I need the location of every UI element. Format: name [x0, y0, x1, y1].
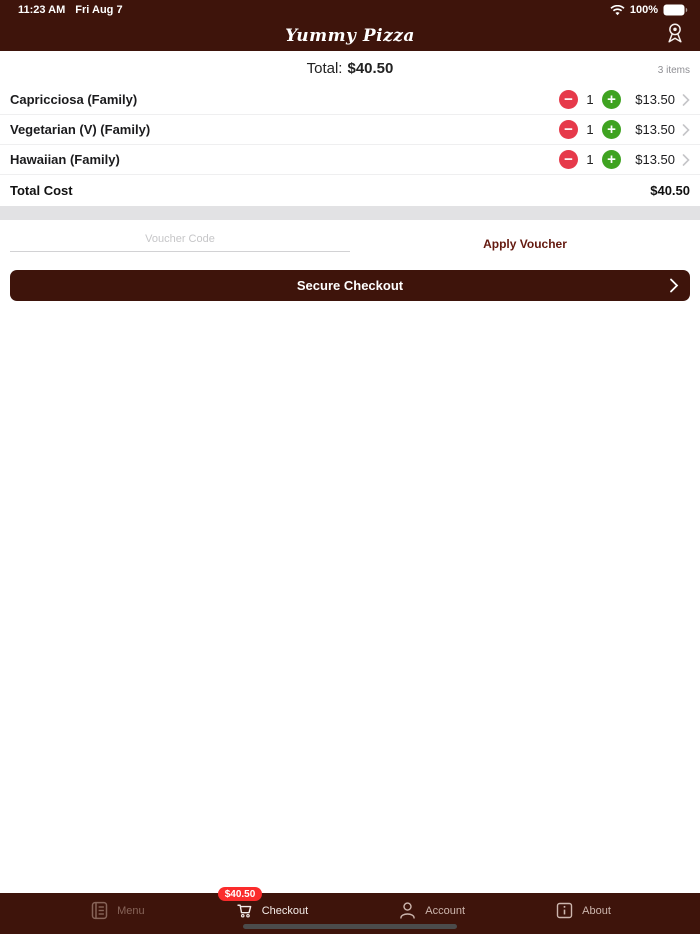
chevron-right-icon: [669, 278, 679, 293]
tab-account[interactable]: [397, 900, 465, 921]
chevron-right-icon[interactable]: [682, 154, 690, 166]
quantity-stepper: [559, 90, 621, 109]
info-icon: [554, 900, 575, 921]
order-summary: [0, 51, 700, 85]
increase-button[interactable]: +: [602, 90, 621, 109]
tab-checkout[interactable]: [224, 888, 309, 921]
total-cost-row: [0, 175, 700, 206]
tab-account-label: Account: [425, 904, 466, 917]
home-indicator[interactable]: [243, 924, 457, 929]
status-left: [18, 4, 123, 16]
apply-voucher-button[interactable]: Apply Voucher: [483, 237, 567, 251]
total-label: Total:: [306, 59, 343, 77]
tab-bar: [0, 888, 700, 934]
decrease-button[interactable]: −: [559, 150, 578, 169]
status-bar: [0, 0, 700, 20]
items-count: 3 items: [657, 65, 690, 76]
clock: 11:23 AM: [18, 4, 66, 16]
cart-icon: [224, 888, 256, 921]
decrease-button[interactable]: −: [559, 90, 578, 109]
quantity-stepper: [559, 120, 621, 139]
top-chrome: [0, 0, 700, 51]
voucher-section: [0, 220, 700, 262]
tab-about-label: About: [582, 904, 611, 917]
cart-row[interactable]: [0, 145, 700, 175]
tab-menu[interactable]: [89, 900, 145, 921]
quantity-stepper: [559, 150, 621, 169]
tab-checkout-label: Checkout: [261, 904, 309, 917]
item-quantity: 1: [586, 122, 594, 137]
total-value: $40.50: [347, 59, 394, 77]
location-pin-icon[interactable]: [662, 21, 688, 47]
item-price: $13.50: [635, 152, 675, 167]
item-name: Vegetarian (V) (Family): [10, 122, 151, 137]
person-icon: [397, 900, 418, 921]
item-price: $13.50: [635, 122, 675, 137]
section-divider: [0, 206, 700, 220]
tab-menu-label: Menu: [117, 904, 145, 917]
status-right: [610, 4, 688, 16]
chevron-right-icon[interactable]: [682, 124, 690, 136]
item-name: Capricciosa (Family): [10, 92, 138, 107]
item-price: $13.50: [635, 92, 675, 107]
total-cost-label: Total Cost: [10, 183, 73, 198]
chevron-right-icon[interactable]: [682, 94, 690, 106]
cart-total-badge: $40.50: [218, 887, 263, 901]
cart-row[interactable]: [0, 115, 700, 145]
voucher-code-input[interactable]: [10, 226, 350, 252]
item-quantity: 1: [586, 152, 594, 167]
app-title: Yummy Pizza: [285, 25, 415, 46]
secure-checkout-label: Secure Checkout: [296, 278, 404, 293]
nav-bar: [0, 20, 700, 51]
content-spacer: [0, 301, 700, 893]
cart-row[interactable]: [0, 85, 700, 115]
apply-voucher-wrap: [350, 226, 700, 262]
item-quantity: 1: [586, 92, 594, 107]
voucher-field-wrap: [0, 226, 350, 262]
item-name: Hawaiian (Family): [10, 152, 120, 167]
battery-icon: [663, 4, 688, 16]
date: Fri Aug 7: [75, 4, 123, 16]
secure-checkout-button[interactable]: [10, 270, 690, 301]
increase-button[interactable]: +: [602, 150, 621, 169]
wifi-icon: [610, 5, 625, 16]
total-cost-value: $40.50: [650, 183, 690, 198]
increase-button[interactable]: +: [602, 120, 621, 139]
menu-icon: [89, 900, 110, 921]
battery-percent: 100%: [629, 4, 658, 16]
tab-about[interactable]: [554, 900, 611, 921]
decrease-button[interactable]: −: [559, 120, 578, 139]
